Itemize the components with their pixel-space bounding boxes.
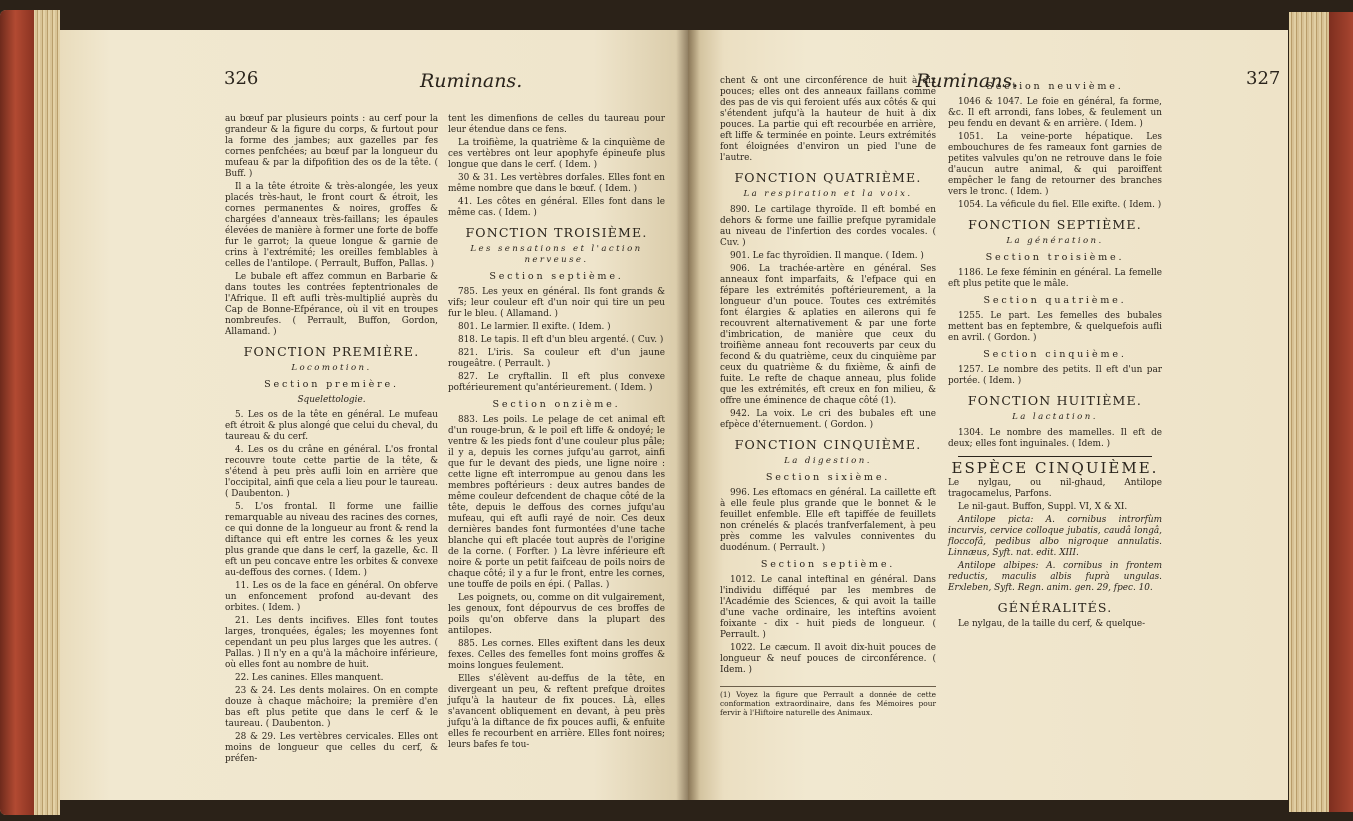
left-page-number: 326 bbox=[224, 68, 259, 89]
paragraph: 1012. Le canal inteftinal en général. Dans l'individu difféqué par les membres de l'Académie des Sciences, & qui avoit la taille d'une vache ordinaire, les inteftins avoient foixante - dix - huit pieds de longueur. ( Perrault. ) bbox=[720, 575, 936, 640]
fonction-subtitle: Les sensations et l'action nerveuse. bbox=[470, 244, 643, 265]
left-page-edges bbox=[0, 10, 60, 815]
footnote: (1) Voyez la figure que Perrault a donnée de cette conformation extraordinaire, dans fes Mémoires pour fervir à l'Hiftoire naturelle des Animaux. bbox=[720, 686, 936, 717]
fonction-heading: FONCTION QUATRIÈME. bbox=[734, 170, 922, 185]
right-page-edges bbox=[1289, 12, 1353, 812]
section-heading: Section onzième. bbox=[492, 399, 621, 410]
paragraph: Le nylgau, ou nil-ghaud, Antilope tragocamelus, Parfons. bbox=[948, 478, 1162, 499]
paragraph: au bœuf par plusieurs points : au cerf pour la grandeur & la figure du corps, & furtout pour la forme des jambes; aux gazelles par fes cornes penfchées; au bœuf par la longueur du mufeau & par la difpofition des os de la tête. ( Buff. ) bbox=[225, 114, 438, 179]
left-running-head: Ruminans. bbox=[420, 70, 523, 92]
paragraph: 821. L'iris. Sa couleur eft d'un jaune rougeâtre. ( Perrault. ) bbox=[448, 348, 665, 369]
generalites-heading: GÉNÉRALITÉS. bbox=[997, 600, 1113, 615]
left-binding bbox=[0, 10, 34, 815]
paragraph: 942. La voix. Le cri des bubales eft une efpèce d'éternuement. ( Gordon. ) bbox=[720, 409, 936, 430]
paragraph: 41. Les côtes en général. Elles font dans le même cas. ( Idem. ) bbox=[448, 197, 665, 218]
paragraph: 23 & 24. Les dents molaires. On en compte douze à chaque mâchoire; la première d'en bas eft plus petite que dans le cerf & le taureau. ( Daubenton. ) bbox=[225, 686, 438, 729]
right-column-1 bbox=[720, 76, 936, 717]
paragraph: 1255. Le part. Les femelles des bubales mettent bas en feptembre, & quelquefois aufli en avril. ( Gordon. ) bbox=[948, 311, 1162, 343]
paragraph: 5. L'os frontal. Il forme une faillie remarquable au niveau des racines des cornes, ce qui donne de la longueur au front & rend la diftance qui eft entre les cornes & les yeux plus grande que dans le cerf, la gazelle, &c. Il eft un peu concave entre les orbites & convexe au-deffous des cornes. ( Idem. ) bbox=[225, 502, 438, 578]
section-heading: Section troisième. bbox=[985, 252, 1125, 263]
fonction-subtitle: La lactation. bbox=[1012, 412, 1098, 422]
section-heading: Section quatrième. bbox=[983, 295, 1127, 306]
paragraph: Les poignets, ou, comme on dit vulgairement, les genoux, font dépourvus de ces broffes de poils qu'on obferve dans la plupart des antilopes. bbox=[448, 593, 665, 636]
paragraph: Le nylgau, de la taille du cerf, & quelque- bbox=[958, 619, 1146, 629]
paragraph: 4. Les os du crâne en général. L'os frontal recouvre toute cette partie de la tête, & s'étend à peu près aufli loin en arrière que l'occipital, ainfi que cela a lieu pour le taureau. ( Daubenton. ) bbox=[225, 445, 438, 499]
fonction-heading: FONCTION HUITIÈME. bbox=[967, 393, 1143, 408]
paragraph: 30 & 31. Les vertèbres dorfales. Elles font en même nombre que dans le bœuf. ( Idem. ) bbox=[448, 173, 665, 194]
paragraph: Antilope albipes: A. cornibus in frontem reductis, maculis albis fuprà ungulas. Erxleben, Syft. Regn. anim. gen. 29, fpec. 10. bbox=[948, 561, 1162, 593]
fonction-subtitle: Locomotion. bbox=[291, 363, 372, 373]
right-column-2 bbox=[948, 76, 1162, 632]
paragraph: 883. Les poils. Le pelage de cet animal eft d'un rouge-brun, & le poil eft liffe & ondoyé; le ventre & les pieds font d'une couleur plus pâle; il y a, depuis les cornes jufqu'au garrot, ainfi que fur le devant des pieds, une ligne noire : cette ligne eft interrompue au genou dans les membres poftérieurs : deux autres bandes de même couleur defcendent de chaque côté de la tête, depuis le deffous des cornes jufqu'au mufeau, qui eft aufli rayé de noir. Ces deux dernières bandes font furmontées d'une tache blanche qui eft placée tout auprès de l'origine de la corne. ( Forfter. ) La lèvre inférieure eft noire & porte un petit faifceau de poils noirs de chaque côté; il y a fur le front, entre les cornes, une touffe de poils en épi. ( Pallas. ) bbox=[448, 415, 665, 590]
paragraph: 1051. La veine-porte hépatique. Les embouchures de fes rameaux font garnies de petites valvules qu'on ne retrouve dans le foie d'aucun autre animal, & qui paroiffent empêcher le fang de retourner des branches vers le tronc. ( Idem. ) bbox=[948, 132, 1162, 197]
paragraph: 1054. La véficule du fiel. Elle exifte. ( Idem. ) bbox=[958, 200, 1162, 210]
species-heading: ESPÈCE CINQUIÈME. bbox=[951, 459, 1159, 477]
paragraph: Il a la tête étroite & très-alongée, les yeux placés très-haut, le front court & étroit, les cornes permanentes & noires, groffes & chargées d'anneaux très-faillans; les épaules élevées de manière à former une forte de boffe fur le garrot; la queue longue & garnie de crins à l'extrémité; les oreilles femblables à celles de l'antilope. ( Perrault, Buffon, Pallas. ) bbox=[225, 182, 438, 269]
paragraph: 28 & 29. Les vertèbres cervicales. Elles ont moins de longueur que celles du cerf, & préfen- bbox=[225, 732, 438, 764]
section-heading: Section septième. bbox=[489, 271, 624, 282]
paragraph: Le nil-gaut. Buffon, Suppl. VI, X & XI. bbox=[958, 502, 1128, 512]
fonction-subtitle: La digestion. bbox=[784, 456, 872, 466]
paragraph: 906. La trachée-artère en général. Ses anneaux font imparfaits, & l'efpace qui en fépare les extrémités poftérieurement, a la longueur d'un pouce. Toutes ces extrémités font élargies & aplaties en ailerons qui fe recouvrent alternativement & par une forte d'imbrication, de manière que ceux du troifième anneau font recouverts par ceux du fecond & du quatrième, ceux du cinquième par ceux du quatrième & du fixième, & ainfi de fuite. Le refte de chaque anneau, plus folide que les extrémités, eft creux en fon milieu, & offre une éminence de chaque côté (1). bbox=[720, 264, 936, 406]
paragraph: 1304. Le nombre des mamelles. Il eft de deux; elles font inguinales. ( Idem. ) bbox=[948, 428, 1162, 449]
fonction-heading: FONCTION TROISIÈME. bbox=[465, 225, 648, 240]
paragraph: 890. Le cartilage thyroïde. Il eft bombé en dehors & forme une faillie prefque pyramidale au niveau de l'infertion des cordes vocales. ( Cuv. ) bbox=[720, 205, 936, 248]
paragraph: 901. Le fac thyroïdien. Il manque. ( Idem. ) bbox=[730, 251, 924, 261]
paragraph: 5. Les os de la tête en général. Le mufeau eft étroit & plus alongé que celui du cheval, du taureau & du cerf. bbox=[225, 410, 438, 442]
fonction-subtitle: La respiration et la voix. bbox=[743, 189, 913, 199]
paragraph: 22. Les canines. Elles manquent. bbox=[235, 673, 384, 683]
book-gutter bbox=[676, 30, 700, 800]
fonction-heading: FONCTION SEPTIÈME. bbox=[968, 217, 1142, 232]
paragraph: Le bubale eft affez commun en Barbarie & dans toutes les contrées feptentrionales de l'Afrique. Il eft aufli très-multiplié auprès du Cap de Bonne-Efpérance, où il vit en troupes nombreufes. ( Perrault, Buffon, Gordon, Allamand. ) bbox=[225, 272, 438, 337]
section-heading: Section neuvième. bbox=[986, 81, 1124, 92]
paragraph: Antilope picta: A. cornibus introrfùm incurvis, cervice colloque jubatis, caudâ longâ, floccofâ, pedibus albo nigroque annulatis. Linnæus, Syft. nat. edit. XIII. bbox=[948, 515, 1162, 558]
paragraph: Elles s'élèvent au-deffus de la tête, en divergeant un peu, & reftent prefque droites jufqu'à la hauteur de fix pouces. Là, elles s'avancent obliquement en devant, à peu près jufqu'à la diftance de fix pouces aufli, & enfuite elles fe recourbent en arrière. Elles font noires; leurs bafes fe tou- bbox=[448, 674, 665, 750]
fonction-heading: FONCTION PREMIÈRE. bbox=[243, 344, 420, 359]
paragraph: 11. Les os de la face en général. On obferve un enfoncement profond au-devant des orbites. ( Idem. ) bbox=[225, 581, 438, 613]
paragraph: 801. Le larmier. Il exifte. ( Idem. ) bbox=[458, 322, 611, 332]
paragraph: 1257. Le nombre des petits. Il eft d'un par portée. ( Idem. ) bbox=[948, 365, 1162, 386]
paragraph: tent les dimenfions de celles du taureau pour leur étendue dans ce fens. bbox=[448, 114, 665, 135]
left-column-2 bbox=[448, 114, 665, 753]
paragraph: chent & ont une circonférence de huit à dix pouces; elles ont des anneaux faillans comme des pas de vis qui feroient ufés aux côtés & qui s'étendent jufqu'à la hauteur de huit à dix pouces. La partie qui eft recourbée en arrière, eft liffe & terminée en pointe. Leurs extrémités font éloignées d'environ un pied l'une de l'autre. bbox=[720, 76, 936, 163]
right-page bbox=[688, 30, 1288, 800]
paragraph: 996. Les eftomacs en général. La caillette eft à elle feule plus grande que le bonnet & le feuillet enfemble. Elle eft tapiffée de feuillets non crénelés & placés tranfverfalement, à peu près comme les valvules conniventes du duodénum. ( Perrault. ) bbox=[720, 488, 936, 553]
left-column-1 bbox=[225, 114, 438, 767]
section-heading: Section septième. bbox=[760, 559, 896, 570]
paragraph: 1186. Le fexe féminin en général. La femelle eft plus petite que le mâle. bbox=[948, 268, 1162, 289]
section-heading: Section sixième. bbox=[765, 472, 891, 483]
paragraph: 885. Les cornes. Elles exiftent dans les deux fexes. Celles des femelles font moins groffes & moins longues feulement. bbox=[448, 639, 665, 671]
paragraph: La troifième, la quatrième & la cinquième de ces vertèbres ont leur apophyfe épineufe plus longue que dans le cerf. ( Idem. ) bbox=[448, 138, 665, 170]
right-binding bbox=[1329, 12, 1353, 812]
paragraph: 818. Le tapis. Il eft d'un bleu argenté. ( Cuv. ) bbox=[458, 335, 664, 345]
paragraph: 1022. Le cæcum. Il avoit dix-huit pouces de longueur & neuf pouces de circonférence. ( Idem. ) bbox=[720, 643, 936, 675]
paragraph: 785. Les yeux en général. Ils font grands & vifs; leur couleur eft d'un noir qui tire un peu fur le bleu. ( Allamand. ) bbox=[448, 287, 665, 319]
fonction-heading: FONCTION CINQUIÈME. bbox=[734, 437, 922, 452]
subsection-heading: Squelettologie. bbox=[297, 395, 366, 405]
section-heading: Section première. bbox=[264, 379, 399, 390]
paragraph: 1046 & 1047. Le foie en général, fa forme, &c. Il eft arrondi, fans lobes, & feulement un peu fendu en devant & en arrière. ( Idem. ) bbox=[948, 97, 1162, 129]
fonction-subtitle: La génération. bbox=[1006, 236, 1104, 246]
paragraph: 21. Les dents incifives. Elles font toutes larges, tronquées, égales; les moyennes font cependant un peu plus larges que les autres. ( Pallas. ) Il n'y en a qu'à la mâchoire inférieure, où elles font au nombre de huit. bbox=[225, 616, 438, 670]
divider bbox=[958, 456, 1152, 457]
right-page-number: 327 bbox=[1246, 68, 1281, 89]
paragraph: 827. Le cryftallin. Il eft plus convexe poftérieurement qu'antérieurement. ( Idem. ) bbox=[448, 372, 665, 393]
right-running-head: Ruminans. bbox=[916, 70, 1019, 92]
left-page bbox=[60, 30, 688, 800]
section-heading: Section cinquième. bbox=[983, 349, 1127, 360]
